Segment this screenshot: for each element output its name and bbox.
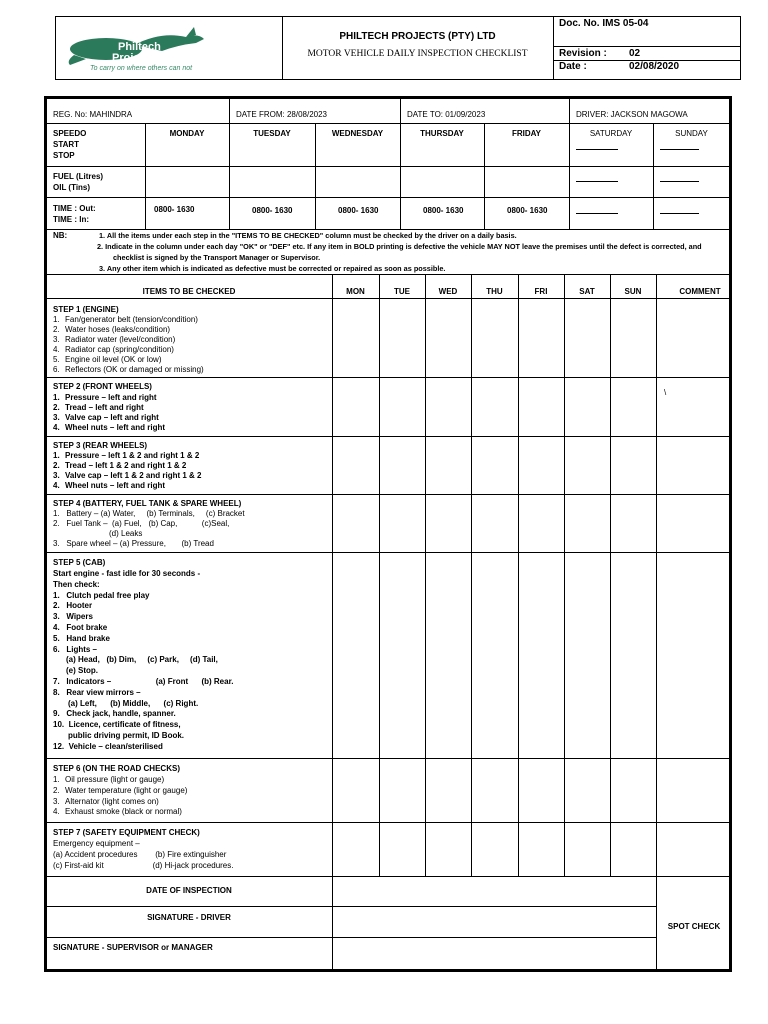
col-header-sun: SUN — [624, 287, 642, 296]
list-item: 3. Wipers — [53, 612, 93, 622]
revision-row — [553, 46, 740, 61]
list-item: public driving permit, ID Book. — [68, 730, 185, 740]
step-5-title: STEP 5 (CAB) — [53, 558, 106, 567]
list-item: 4. Wheel nuts – left and right — [53, 423, 166, 432]
saturday-fuel-blank — [576, 181, 618, 182]
col-header-thu: THU — [486, 287, 503, 296]
list-item: 2. Tread – left and right — [53, 403, 144, 412]
logo-cell — [56, 17, 283, 79]
step-4-line-1: 1. Battery – (a) Water, (b) Terminals, (c) Bracket — [53, 509, 245, 518]
doc-number: Doc. No. IMS 05-04 — [559, 18, 649, 29]
step-7-line-3: (c) First-aid kit (d) Hi-jack procedures. — [53, 861, 234, 870]
speedo-stop-label: STOP — [53, 151, 75, 160]
sunday-fuel-blank — [660, 181, 699, 182]
day-header-friday: FRIDAY — [511, 129, 542, 138]
list-item: 8. Rear view mirrors – — [53, 687, 141, 697]
list-item: 2. Water hoses (leaks/condition) — [53, 325, 171, 334]
day-header-sunday: SUNDAY — [675, 129, 708, 138]
step-1-title: STEP 1 (ENGINE) — [53, 305, 119, 314]
list-item: (a) Left, (b) Middle, (c) Right. — [68, 698, 199, 708]
time-value-monday: 0800- 1630 — [154, 205, 195, 214]
list-item: Start engine - fast idle for 30 seconds - — [53, 569, 201, 578]
document-header — [55, 16, 741, 80]
doc-info-cell — [553, 17, 740, 79]
speedo-start-label: START — [53, 140, 80, 149]
col-header-sat: SAT — [579, 287, 595, 296]
list-item: 12. Vehicle – clean/sterilised — [53, 741, 163, 751]
list-item: 1. Oil pressure (light or gauge) — [53, 775, 165, 784]
col-header-mon: MON — [346, 287, 365, 296]
revision-value: 02 — [629, 48, 641, 59]
time-out-label: TIME : Out: — [53, 204, 96, 213]
list-item: 4. Exhaust smoke (black or normal) — [53, 807, 182, 817]
document-title: MOTOR VEHICLE DAILY INSPECTION CHECKLIST — [307, 49, 528, 59]
signature-driver-label: SIGNATURE - DRIVER — [147, 913, 231, 922]
oil-label: OIL (Tins) — [53, 183, 91, 192]
list-item: 6. Lights – — [53, 644, 98, 654]
time-value-thursday: 0800- 1630 — [423, 206, 464, 215]
logo-text-line1: Philtech — [118, 41, 161, 53]
col-header-comment: COMMENT — [679, 287, 721, 296]
list-item: 2. Hooter — [53, 601, 93, 611]
step-4-line-4: 3. Spare wheel – (a) Pressure, (b) Tread — [53, 539, 214, 548]
day-header-monday: MONDAY — [169, 129, 205, 138]
time-value-friday: 0800- 1630 — [507, 206, 548, 215]
list-item: 10. Licence, certificate of fitness, — [53, 720, 181, 730]
date-to: DATE TO: 01/09/2023 — [407, 110, 486, 119]
time-value-wednesday: 0800- 1630 — [338, 206, 379, 215]
note-3: 3. Any other item which is indicated as defective must be corrected or repaired as soon as possible. — [99, 264, 446, 273]
list-item: 1. Clutch pedal free play — [53, 590, 150, 600]
col-header-wed: WED — [438, 287, 458, 296]
list-item: 5. Hand brake — [53, 633, 110, 643]
list-item: 3. Valve cap – left and right — [53, 413, 159, 422]
step-4-title: STEP 4 (BATTERY, FUEL TANK & SPARE WHEEL) — [53, 499, 242, 508]
step-6-list — [53, 775, 187, 818]
step-6-title: STEP 6 (ON THE ROAD CHECKS) — [53, 764, 180, 773]
list-item: 1. Pressure – left and right — [53, 393, 157, 402]
list-item: 4. Wheel nuts – left and right — [53, 481, 166, 490]
revision-label: Revision : — [559, 48, 607, 59]
step-3-list — [53, 451, 202, 491]
day-header-tuesday: TUESDAY — [253, 129, 291, 138]
day-header-wednesday: WEDNESDAY — [331, 129, 384, 138]
list-item: 2. Tread – left 1 & 2 and right 1 & 2 — [53, 461, 187, 470]
signature-supervisor-label: SIGNATURE - SUPERVISOR or MANAGER — [53, 943, 213, 952]
time-in-label: TIME : In: — [53, 215, 89, 224]
date-from: DATE FROM: 28/08/2023 — [236, 110, 327, 119]
step-7-line-1: Emergency equipment – — [53, 839, 140, 848]
company-name: PHILTECH PROJECTS (PTY) LTD — [339, 31, 496, 42]
list-item: 1. Fan/generator belt (tension/condition) — [53, 315, 198, 324]
step-5-list — [53, 569, 233, 753]
spot-check-label: SPOT CHECK — [667, 922, 721, 931]
sunday-time-blank — [660, 213, 699, 214]
logo-tagline: To carry on where others can not — [90, 65, 193, 72]
step-2-comment-mark: \ — [664, 388, 667, 397]
note-1: 1. All the items under each step in the "ITEMS TO BE CHECKED" column must be checked by the driver on a daily basis. — [99, 231, 517, 240]
date-of-inspection-label: DATE OF INSPECTION — [146, 886, 232, 895]
step-7-title: STEP 7 (SAFETY EQUIPMENT CHECK) — [53, 828, 200, 837]
list-item: (a) Head, (b) Dim, (c) Park, (d) Tail, — [66, 655, 218, 665]
col-header-tue: TUE — [394, 287, 410, 296]
col-header-fri: FRI — [534, 287, 548, 296]
date-label: Date : — [559, 61, 587, 72]
date-row — [553, 60, 740, 79]
list-item: 3. Valve cap – left 1 & 2 and right 1 & 2 — [53, 471, 202, 480]
note-2: 2. Indicate in the column under each day "OK" or "DEF" etc. If any item in BOLD printing is defective the vehicle MAY NOT leave the premises until the defect is corrected, and — [97, 242, 702, 251]
logo-text-line2: Projects — [112, 52, 156, 64]
items-to-be-checked-header: ITEMS TO BE CHECKED — [142, 287, 236, 296]
day-header-thursday: THURSDAY — [420, 129, 464, 138]
sunday-speedo-blank — [660, 149, 699, 150]
driver-name: DRIVER: JACKSON MAGOWA — [576, 110, 688, 119]
list-item: 5. Engine oil level (OK or low) — [53, 355, 162, 364]
saturday-speedo-blank — [576, 149, 618, 150]
list-item: 3. Radiator water (level/condition) — [53, 335, 176, 344]
step-7-line-2: (a) Accident procedures (b) Fire extinguisher — [53, 850, 227, 859]
doc-number-row — [553, 17, 740, 47]
step-3-title: STEP 3 (REAR WHEELS) — [53, 441, 148, 450]
list-item: 1. Pressure – left 1 & 2 and right 1 & 2 — [53, 451, 200, 460]
saturday-time-blank — [576, 213, 618, 214]
notes-label: NB: — [53, 231, 68, 240]
step-2-list — [53, 393, 165, 433]
title-cell — [282, 17, 554, 79]
fuel-label: FUEL (Litres) — [53, 172, 104, 181]
list-item: 9. Check jack, handle, spanner. — [53, 709, 176, 719]
step-2-title: STEP 2 (FRONT WHEELS) — [53, 382, 152, 391]
date-value: 02/08/2020 — [629, 61, 680, 72]
list-item: 3. Alternator (light comes on) — [53, 796, 159, 806]
list-item: 6. Reflectors (OK or damaged or missing) — [53, 365, 204, 374]
list-item: 2. Water temperature (light or gauge) — [53, 785, 188, 795]
step-1-list — [53, 315, 204, 375]
step-4-line-2: 2. Fuel Tank – (a) Fuel, (b) Cap, (c)Seal, — [53, 519, 230, 528]
note-2-continued: checklist is signed by the Transport Manager or Supervisor. — [113, 253, 321, 262]
reg-number: REG. No: MAHINDRA — [53, 110, 133, 119]
time-value-tuesday: 0800- 1630 — [252, 206, 293, 215]
list-item: 4. Radiator cap (spring/condition) — [53, 345, 174, 354]
step-4-line-3: (d) Leaks — [109, 529, 143, 538]
list-item: 4. Foot brake — [53, 622, 108, 632]
list-item: Then check: — [53, 579, 100, 589]
list-item: 7. Indicators – (a) Front (b) Rear. — [53, 676, 234, 686]
day-header-saturday: SATURDAY — [589, 129, 633, 138]
list-item: (e) Stop. — [66, 666, 98, 676]
speedo-label: SPEEDO — [53, 129, 87, 138]
